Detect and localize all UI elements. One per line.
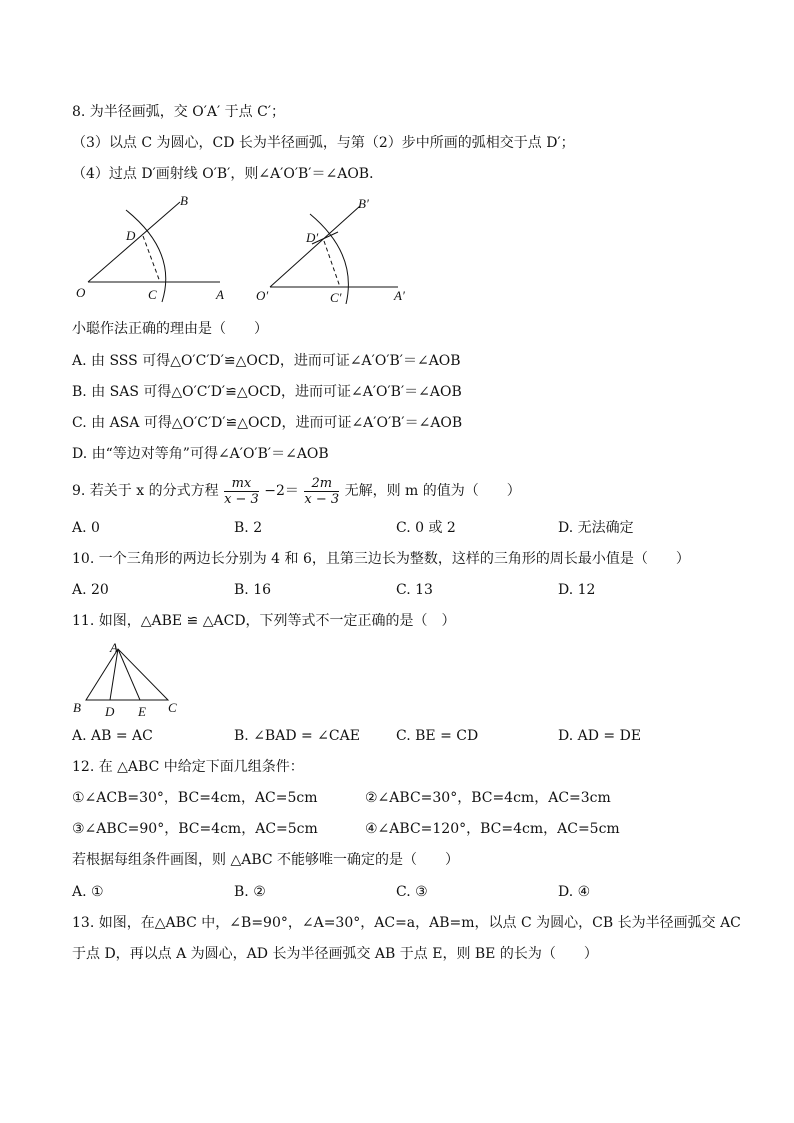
q9-option-b: B. 2 xyxy=(234,520,263,536)
step-3: （3）以点 C 为圆心，CD 长为半径画弧，与第（2）步中所画的弧相交于点 D′； xyxy=(72,135,575,151)
figure-angle-a-prime-o-prime-b-prime xyxy=(252,192,422,304)
q12-condition-1: ①∠ACB=30°，BC=4cm，AC=5cm xyxy=(72,790,318,806)
q8-option-b: B. 由 SAS 可得△O′C′D′≌△OCD，进而可证∠A′O′B′＝∠AOB xyxy=(72,384,462,400)
label-a: A xyxy=(216,287,224,302)
q12-option-d: D. ④ xyxy=(558,884,591,900)
label-c-prime: C′ xyxy=(330,290,342,304)
label-o: O xyxy=(76,285,86,300)
q13-line-1: 13. 如图，在△ABC 中，∠B=90°，∠A=30°，AC=a，AB=m，以点 C 为圆心，CB 长为半径画弧交 AC xyxy=(72,915,741,931)
q12-condition-4: ④∠ABC=120°，BC=4cm，AC=5cm xyxy=(365,821,620,837)
q12-option-a: A. ① xyxy=(72,884,104,900)
q9-stem-mid: −2＝ xyxy=(264,483,299,499)
q12-condition-3: ③∠ABC=90°，BC=4cm，AC=5cm xyxy=(72,821,318,837)
q9-option-d: D. 无法确定 xyxy=(558,520,634,536)
q10-option-b: B. 16 xyxy=(234,582,272,598)
label-d: D xyxy=(105,704,115,719)
q12-stem: 12. 在 △ABC 中给定下面几组条件： xyxy=(72,759,304,775)
q13-line-2: 于点 D，再以点 A 为圆心，AD 长为半径画弧交 AB 于点 E，则 BE 的长为（ ） xyxy=(72,946,598,962)
q9-fraction-left-den: x − 3 xyxy=(224,491,259,507)
q8-option-d: D. 由“等边对等角”可得∠A′O′B′＝∠AOB xyxy=(72,446,329,462)
label-c: C xyxy=(168,700,177,715)
q10-option-c: C. 13 xyxy=(396,582,433,598)
q10-option-a: A. 20 xyxy=(72,582,109,598)
q9-fraction-right xyxy=(304,476,339,507)
q9-fraction-right-den: x − 3 xyxy=(304,491,340,507)
q12-stem-2: 若根据每组条件画图，则 △ABC 不能够唯一确定的是（ ） xyxy=(72,852,460,868)
q12-option-c: C. ③ xyxy=(396,884,428,900)
figure-angle-aob xyxy=(70,192,240,304)
q11-option-a: A. AB = AC xyxy=(72,728,153,744)
q9-fraction-left xyxy=(224,476,259,507)
label-b: B xyxy=(73,700,81,715)
q9-fraction-left-num: mx xyxy=(224,476,259,492)
q11-option-d: D. AD = DE xyxy=(558,728,642,744)
q9-fraction-right-num: 2m xyxy=(304,476,339,492)
label-c: C xyxy=(148,287,157,302)
label-a: A xyxy=(110,640,118,655)
figure-triangle-abc xyxy=(70,638,190,720)
label-b: B xyxy=(180,193,188,208)
q8-option-a: A. 由 SSS 可得△O′C′D′≌△OCD，进而可证∠A′O′B′＝∠AOB xyxy=(72,353,461,369)
q9-stem-pre: 9. 若关于 x 的分式方程 xyxy=(72,483,219,499)
q9-option-c: C. 0 或 2 xyxy=(396,520,456,536)
q10-option-d: D. 12 xyxy=(558,582,596,598)
label-e: E xyxy=(138,704,146,719)
label-o-prime: O′ xyxy=(256,288,269,303)
q12-option-b: B. ② xyxy=(234,884,266,900)
label-b-prime: B′ xyxy=(358,196,369,211)
step-4: （4）过点 D′画射线 O′B′，则∠A′O′B′＝∠AOB． xyxy=(72,166,384,182)
label-d-prime: D′ xyxy=(306,230,319,245)
q11-option-b: B. ∠BAD = ∠CAE xyxy=(234,728,360,744)
q10-stem: 10. 一个三角形的两边长分别为 4 和 6，且第三边长为整数，这样的三角形的周长最小值是（ ） xyxy=(72,551,690,567)
q12-condition-2: ②∠ABC=30°，BC=4cm，AC=3cm xyxy=(365,790,611,806)
label-a-prime: A′ xyxy=(394,288,405,303)
q8-stem: 小聪作法正确的理由是（ ） xyxy=(72,321,268,337)
label-d: D xyxy=(126,228,136,243)
q9-option-a: A. 0 xyxy=(72,520,100,536)
q11-stem: 11. 如图，△ABE ≌ △ACD，下列等式不一定正确的是（ ） xyxy=(72,613,456,629)
q8-option-c: C. 由 ASA 可得△O′C′D′≌△OCD，进而可证∠A′O′B′＝∠AOB xyxy=(72,415,463,431)
step-2-tail: 8. 为半径画弧，交 O′A′ 于点 C′； xyxy=(72,104,285,120)
q11-option-c: C. BE = CD xyxy=(396,728,479,744)
q9-stem-post: 无解，则 m 的值为（ ） xyxy=(344,483,521,499)
q9-stem xyxy=(72,474,521,508)
